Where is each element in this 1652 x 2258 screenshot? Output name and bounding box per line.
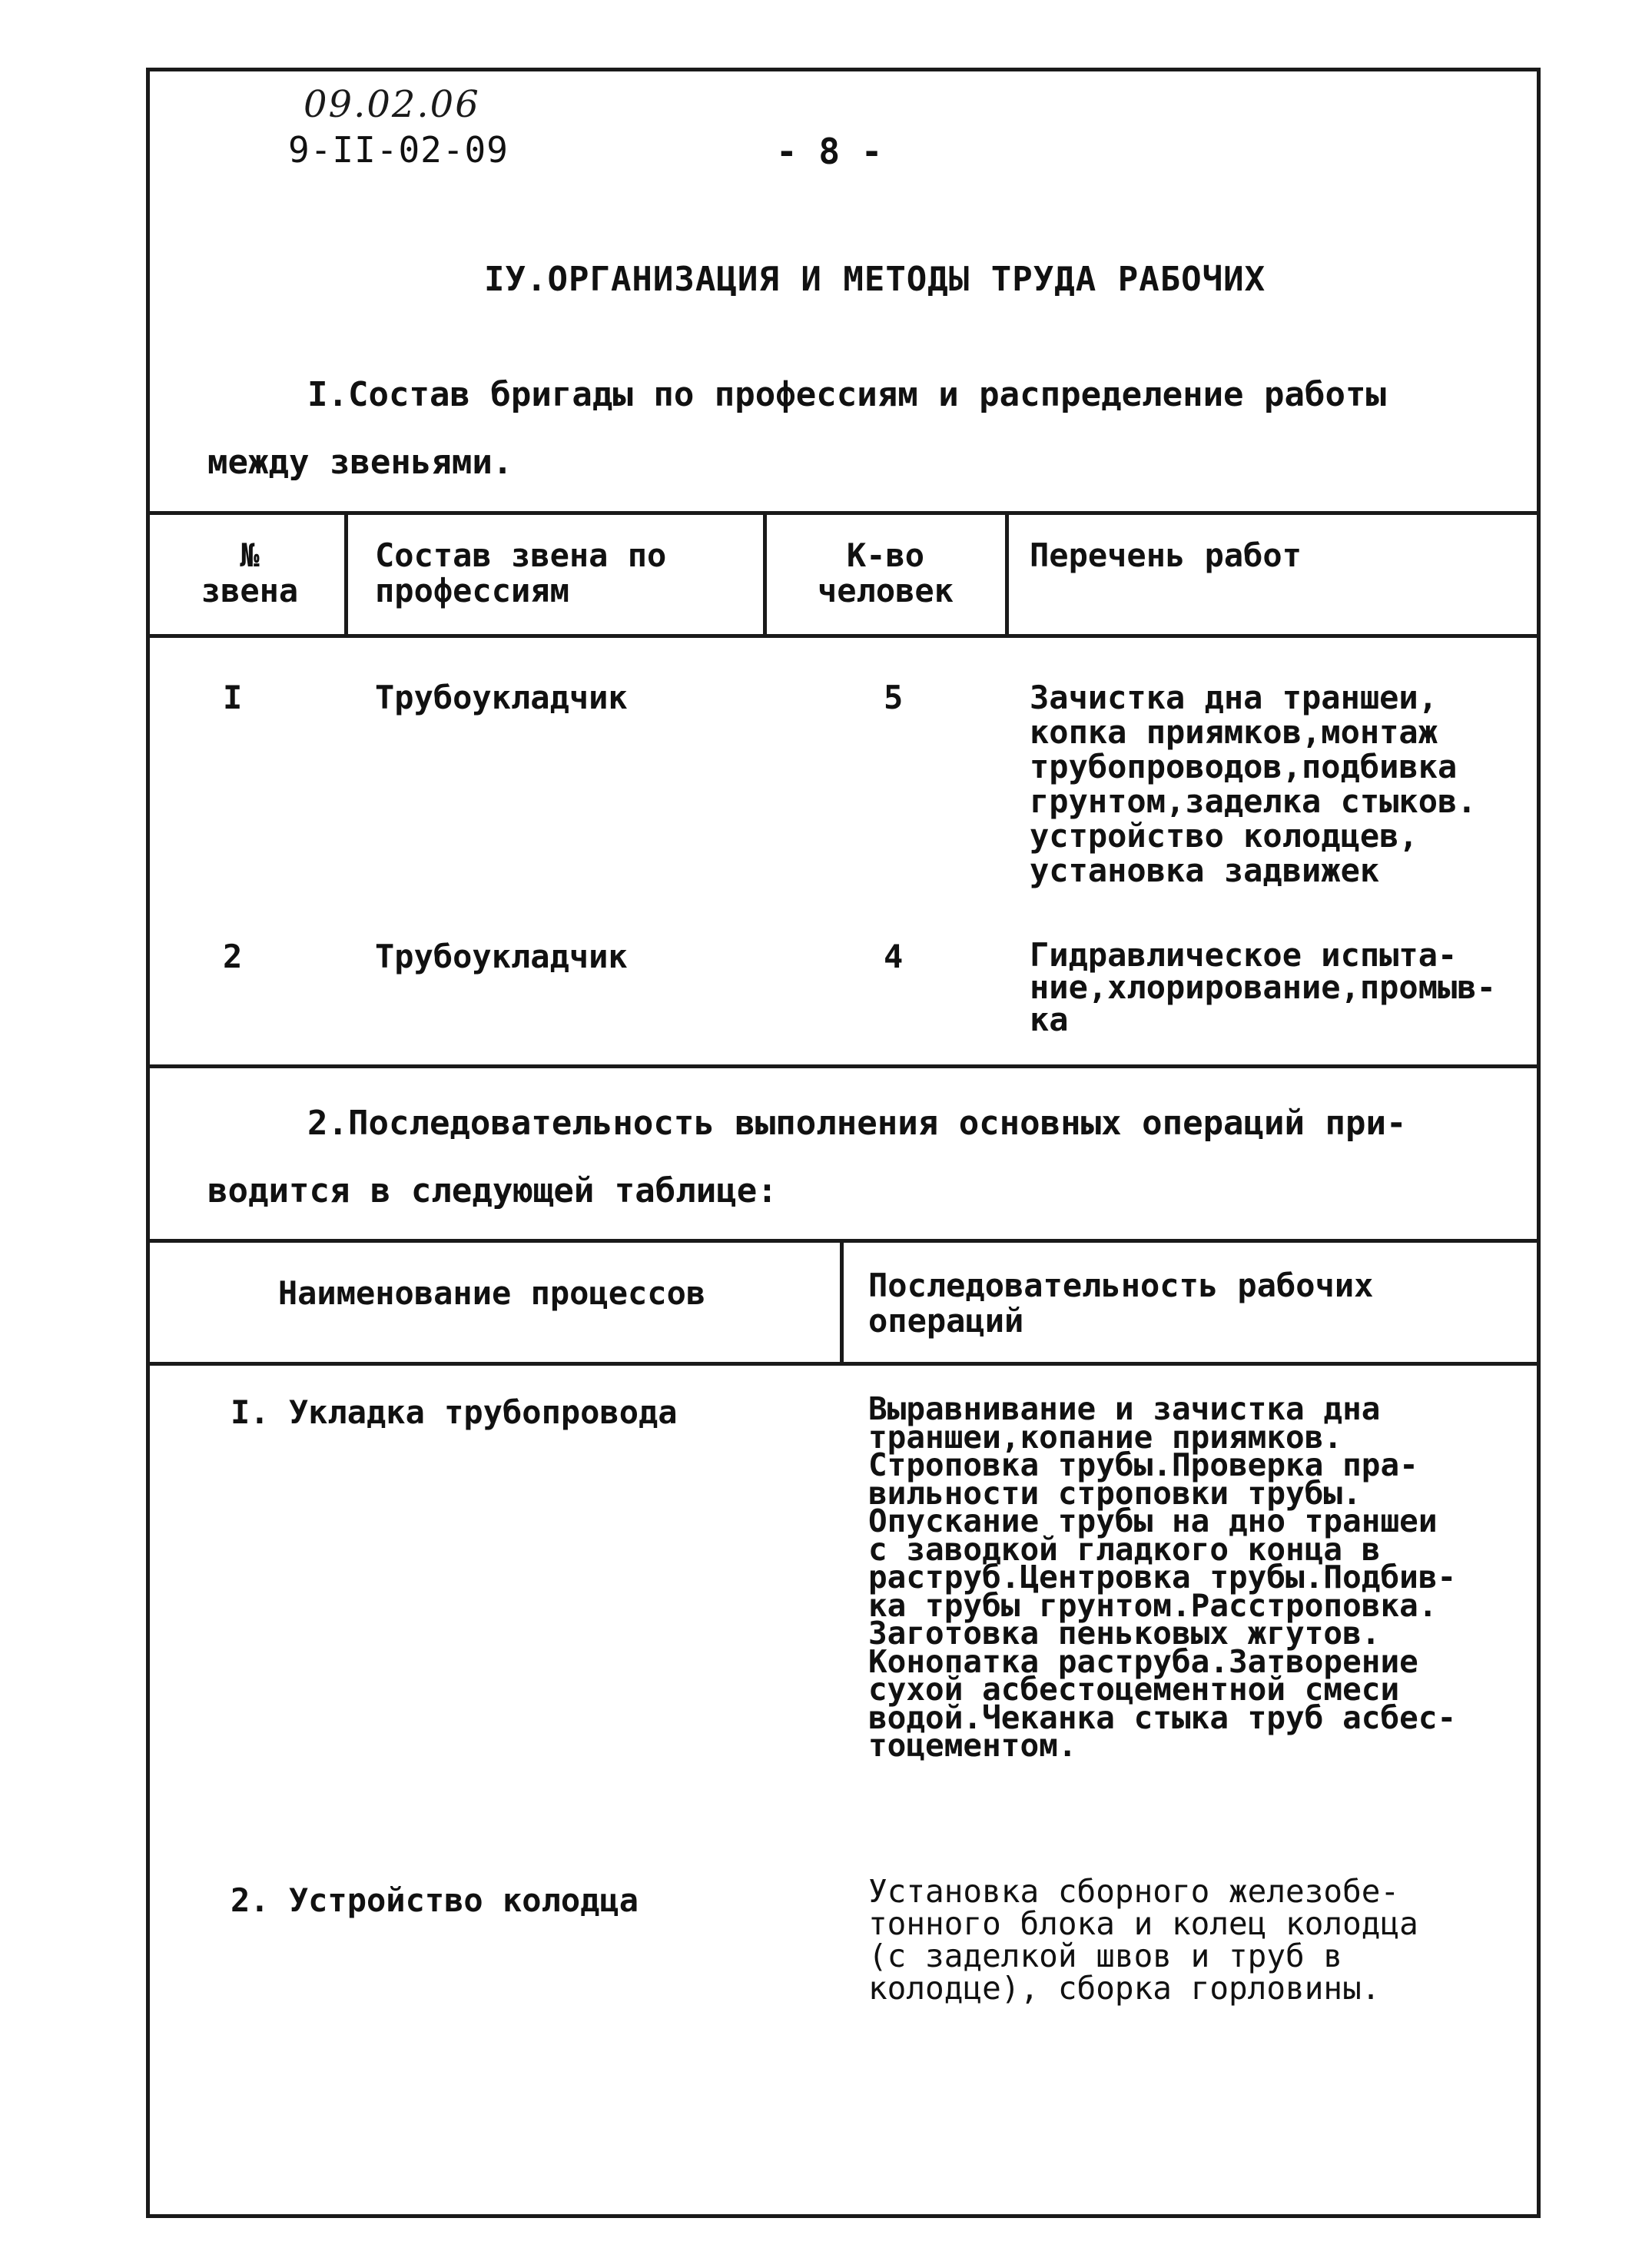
header-text: операций [868, 1302, 1024, 1340]
page-number: - 8 - [776, 131, 883, 172]
sequence-line: Строповка трубы.Проверка пра- [868, 1446, 1418, 1483]
table1-top-border [146, 511, 1537, 515]
header-text: человек [817, 572, 954, 609]
table2-row2-process: 2. Устройство колодца [231, 1881, 639, 1919]
sequence-line: Опускание трубы на дно траншеи [868, 1503, 1438, 1539]
table1-header-num [158, 538, 342, 609]
paragraph-text: I.Состав бригады по профессиям и распределение работы [307, 375, 1386, 414]
table1-header-count [768, 538, 1003, 609]
table2-row2-sequence [868, 1873, 1537, 2007]
sequence-line: колодце), сборка горловины. [868, 1970, 1381, 2007]
table1-row1-works [1030, 680, 1537, 888]
sequence-line: (с заделкой швов и труб в [868, 1938, 1343, 1974]
sequence-line: водой.Чеканка стыка труб асбес- [868, 1698, 1457, 1736]
paragraph-text: водится в следующей таблице: [207, 1171, 778, 1210]
works-line: устройство колодцев, [1030, 817, 1418, 855]
sequence-line: с заводкой гладкого конца в [868, 1530, 1381, 1568]
table1-header-border [146, 634, 1537, 638]
table1-row1-num: I [223, 679, 243, 716]
table1-row2-works [1030, 936, 1537, 1038]
table1-row2-count: 4 [884, 938, 904, 975]
sequence-line: сухой асбестоцементной смеси [868, 1671, 1400, 1708]
sequence-line: вильности строповки трубы. [868, 1474, 1362, 1512]
works-line: копка приямков,монтаж [1030, 713, 1438, 751]
table1-row2-composition: Трубоукладчик [375, 938, 628, 975]
paragraph-operations-sequence [207, 1090, 1514, 1225]
table1-col-divider [763, 511, 767, 638]
table1-col-divider [1005, 511, 1009, 638]
table1-col-divider [344, 511, 348, 638]
sequence-line: Выравнивание и зачистка дна [868, 1390, 1381, 1427]
header-text: Последовательность рабочих [868, 1267, 1374, 1304]
section-title: IУ.ОРГАНИЗАЦИЯ И МЕТОДЫ ТРУДА РАБОЧИХ [484, 260, 1266, 299]
header-text: № [240, 536, 260, 574]
handwritten-code: 09.02.06 [304, 83, 480, 126]
table1-header-composition [375, 538, 759, 609]
works-line: Зачистка дна траншеи, [1030, 679, 1438, 716]
table1-row2-num: 2 [223, 938, 243, 975]
document-number: 9-II-02-09 [288, 129, 509, 171]
table2-header-process: Наименование процессов [277, 1274, 706, 1312]
paragraph-line [207, 1157, 1514, 1225]
works-line: ние,хлорирование,промыв- [1030, 968, 1496, 1006]
header-text: профессиям [375, 572, 569, 609]
sequence-line: Установка сборного железобе- [868, 1873, 1400, 1910]
sequence-line: тоцементом. [868, 1727, 1077, 1764]
sequence-line: Конопатка раструба.Затворение [868, 1642, 1418, 1680]
table1-bottom-border [146, 1064, 1537, 1068]
paragraph-line [207, 1090, 1514, 1157]
works-line: ка [1030, 1001, 1069, 1038]
sequence-line: траншеи,копание приямков. [868, 1418, 1343, 1456]
works-line: трубопроводов,подбивка [1030, 748, 1458, 785]
paragraph-text: между звеньями. [207, 443, 513, 482]
table1-header-works [1030, 538, 1529, 573]
table2-row1-process: I. Укладка трубопровода [231, 1393, 678, 1431]
table2-col-divider [840, 1239, 844, 1366]
table2-header-sequence [868, 1268, 1529, 1339]
sequence-line: тонного блока и колец колодца [868, 1905, 1418, 1942]
paragraph-text: 2.Последовательность выполнения основных операций при- [307, 1104, 1407, 1143]
paragraph-line [207, 429, 1514, 496]
works-line: грунтом,заделка стыков. [1030, 782, 1477, 820]
header-text: Перечень работ [1030, 536, 1302, 574]
header-text: К-во [846, 536, 925, 574]
table2-row1-sequence [868, 1390, 1537, 1764]
header-text: Состав звена по [375, 536, 667, 574]
works-line: установка задвижек [1030, 852, 1380, 889]
paragraph-brigade-composition [207, 361, 1514, 496]
sequence-line: раструб.Центровка трубы.Подбив- [868, 1559, 1457, 1596]
table1-row1-count: 5 [884, 679, 904, 716]
paragraph-line [207, 361, 1514, 429]
sequence-line: Заготовка пеньковых жгутов. [868, 1615, 1381, 1652]
header-text: звена [201, 572, 299, 609]
table1-row1-composition: Трубоукладчик [375, 679, 628, 716]
works-line: Гидравлическое испыта- [1030, 936, 1458, 974]
sequence-line: ка трубы грунтом.Расстроповка. [868, 1586, 1438, 1624]
